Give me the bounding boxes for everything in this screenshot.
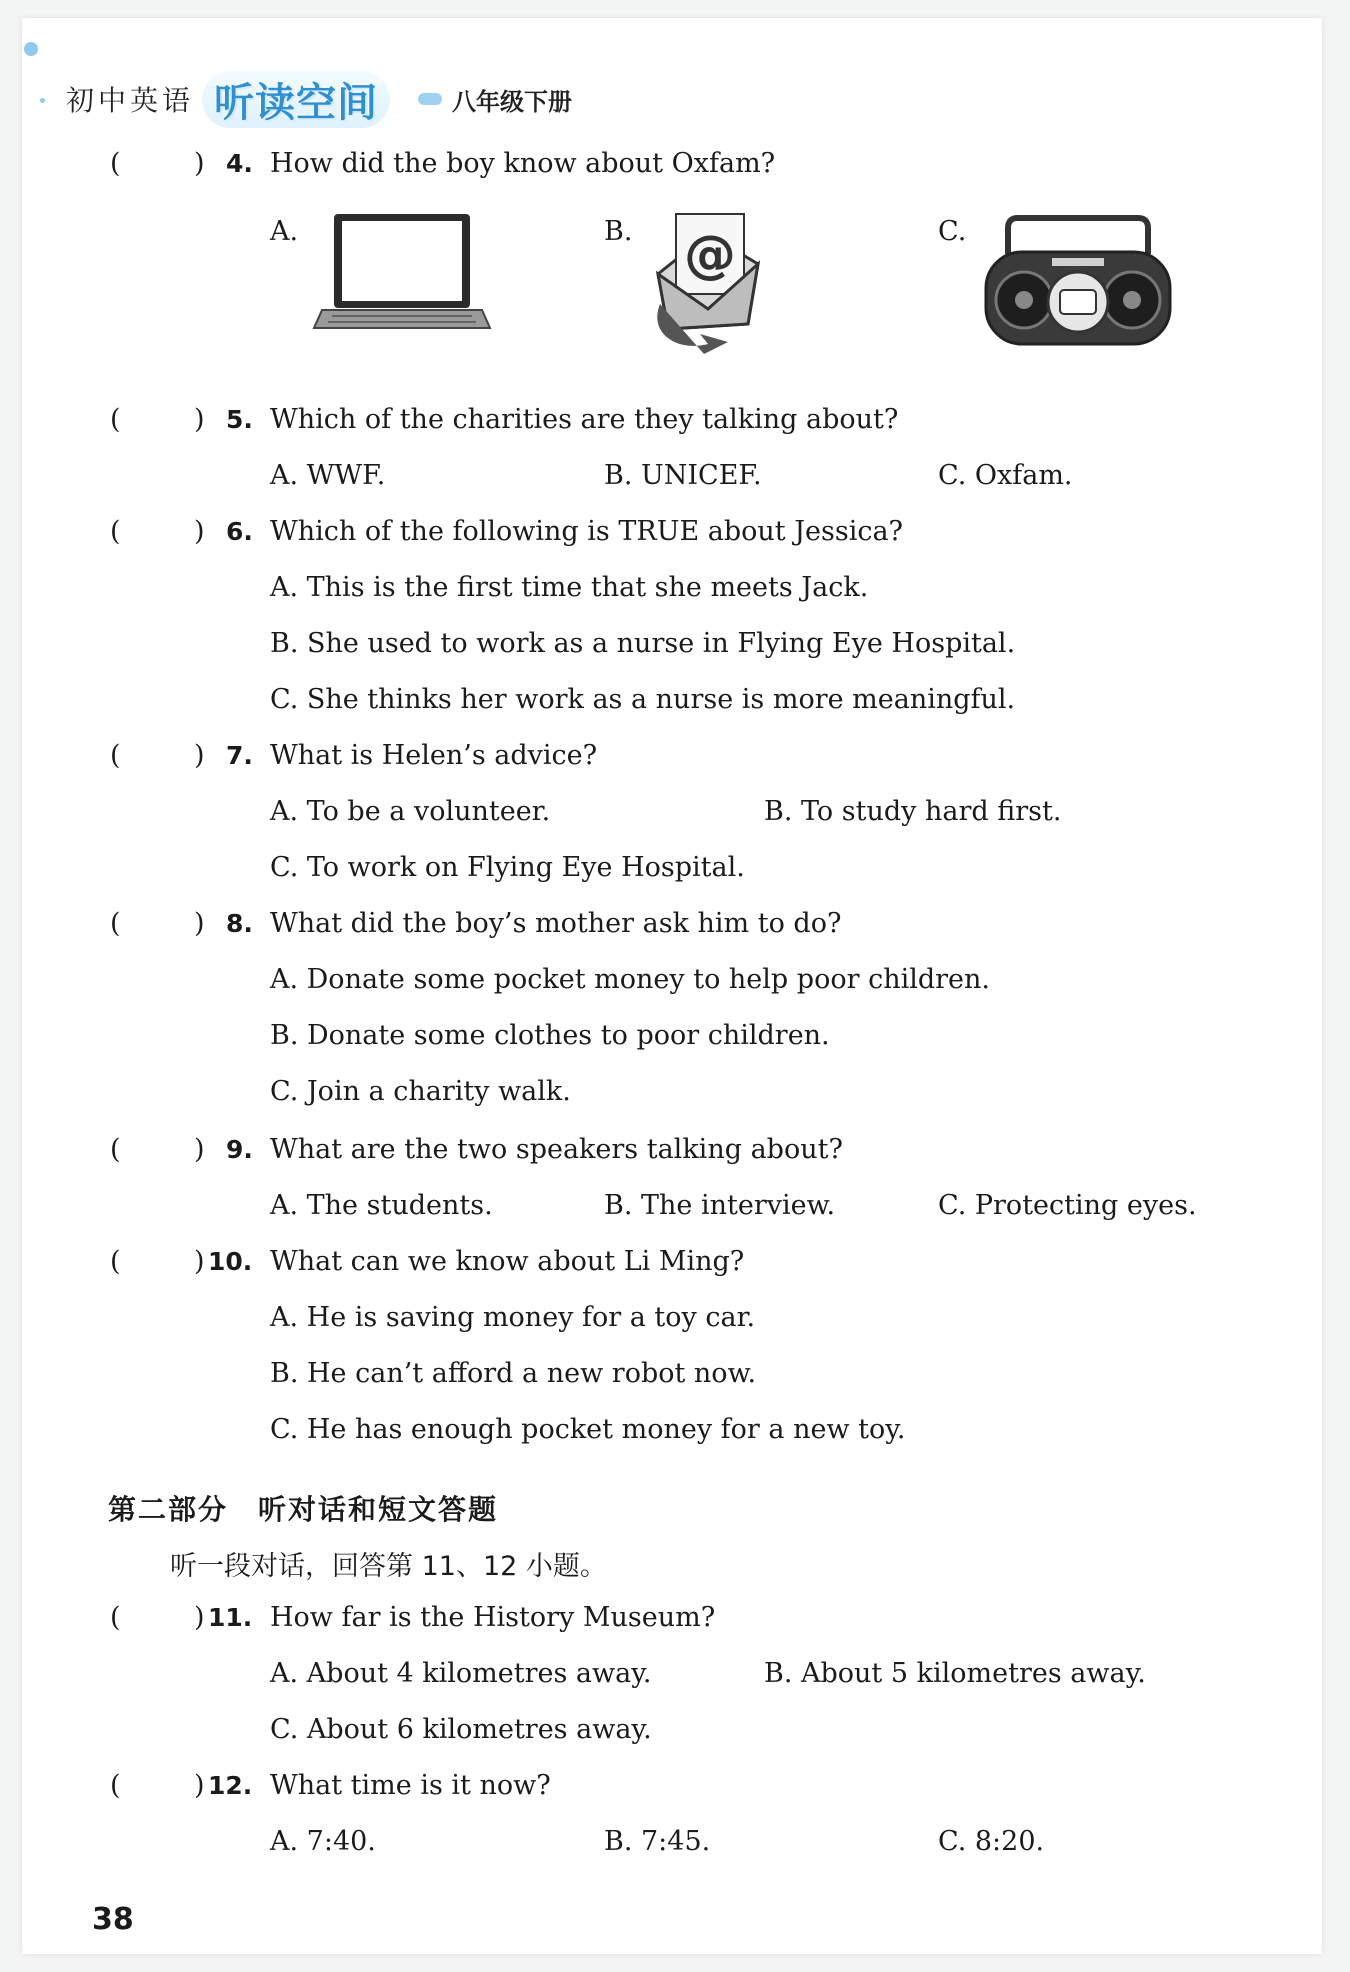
answer-paren-open: ( (110, 1246, 121, 1277)
book-title: 初中英语 (66, 84, 195, 117)
question-text: What time is it now? (270, 1770, 551, 1801)
question-number: 4. (226, 149, 253, 178)
option-b: B. She used to work as a nurse in Flying Eye Hospital. (270, 628, 1016, 659)
grade-text: 八年级下册 (452, 87, 573, 116)
option-c: C. She thinks her work as a nurse is more meaningful. (270, 684, 1016, 715)
question-number: 10. (208, 1247, 253, 1276)
question-text: How did the boy know about Oxfam? (270, 148, 776, 179)
option-b: B. About 5 kilometres away. (764, 1658, 1146, 1689)
answer-paren-close: ) (194, 908, 205, 939)
grade-label (418, 82, 572, 117)
picture-option-letter: C. (938, 216, 967, 247)
question-text: What can we know about Li Ming? (270, 1246, 745, 1277)
answer-paren-close: ) (194, 1770, 205, 1801)
bullet-icon (418, 93, 442, 105)
option-c: C. Protecting eyes. (938, 1190, 1197, 1221)
option-c: C. 8:20. (938, 1826, 1045, 1857)
option-c: C. Oxfam. (938, 460, 1073, 491)
option-c: C. He has enough pocket money for a new toy. (270, 1414, 906, 1445)
answer-paren-open: ( (110, 516, 121, 547)
decorative-dot (24, 42, 38, 56)
answer-paren-close: ) (194, 404, 205, 435)
answer-paren-close: ) (194, 1246, 205, 1277)
option-c: C. To work on Flying Eye Hospital. (270, 852, 745, 883)
option-a: A. WWF. (270, 460, 386, 491)
option-b: B. To study hard first. (764, 796, 1062, 827)
answer-paren-open: ( (110, 1134, 121, 1165)
question-number: 8. (226, 909, 253, 938)
option-a: A. 7:40. (270, 1826, 376, 1857)
question-number: 6. (226, 517, 253, 546)
picture-option-letter: A. (270, 216, 299, 247)
page-sheet (22, 18, 1322, 1954)
option-a: A. This is the first time that she meets Jack. (270, 572, 869, 603)
svg-text:@: @ (684, 225, 736, 285)
answer-paren-open: ( (110, 148, 121, 179)
answer-paren-open: ( (110, 1602, 121, 1633)
laptop-icon (312, 210, 492, 340)
option-a: A. To be a volunteer. (270, 796, 551, 827)
answer-paren-open: ( (110, 404, 121, 435)
option-b: B. Donate some clothes to poor children. (270, 1020, 830, 1051)
question-text: Which of the following is TRUE about Jessica? (270, 516, 904, 547)
answer-paren-close: ) (194, 516, 205, 547)
option-b: B. 7:45. (604, 1826, 711, 1857)
option-b: B. UNICEF. (604, 460, 762, 491)
brand-logo: 听读空间 (202, 71, 390, 128)
option-a: A. About 4 kilometres away. (270, 1658, 652, 1689)
question-text: How far is the History Museum? (270, 1602, 716, 1633)
page-number: 38 (92, 1902, 134, 1937)
answer-paren-close: ) (194, 1602, 205, 1633)
answer-paren-close: ) (194, 148, 205, 179)
question-number: 7. (226, 741, 253, 770)
question-text: Which of the charities are they talking about? (270, 404, 899, 435)
option-b: B. The interview. (604, 1190, 836, 1221)
option-a: A. Donate some pocket money to help poor children. (270, 964, 990, 995)
page-header (52, 64, 752, 134)
question-text: What did the boy’s mother ask him to do? (270, 908, 842, 939)
option-c: C. About 6 kilometres away. (270, 1714, 652, 1745)
question-number: 5. (226, 405, 253, 434)
picture-option-letter: B. (604, 216, 633, 247)
option-a: A. He is saving money for a toy car. (270, 1302, 756, 1333)
question-number: 12. (208, 1771, 253, 1800)
option-a: A. The students. (270, 1190, 493, 1221)
answer-paren-close: ) (194, 740, 205, 771)
answer-paren-open: ( (110, 1770, 121, 1801)
answer-paren-close: ) (194, 1134, 205, 1165)
decorative-dot (40, 98, 45, 103)
question-text: What are the two speakers talking about? (270, 1134, 843, 1165)
question-number: 11. (208, 1603, 253, 1632)
section-instruction: 听一段对话，回答第 11、12 小题。 (170, 1551, 607, 1582)
option-b: B. He can’t afford a new robot now. (270, 1358, 757, 1389)
option-c: C. Join a charity walk. (270, 1076, 571, 1107)
radio-cassette-icon (978, 214, 1178, 354)
answer-paren-open: ( (110, 740, 121, 771)
question-number: 9. (226, 1135, 253, 1164)
email-icon (638, 204, 778, 354)
answer-paren-open: ( (110, 908, 121, 939)
question-text: What is Helen’s advice? (270, 740, 598, 771)
section-title: 第二部分 听对话和短文答题 (108, 1493, 499, 1526)
